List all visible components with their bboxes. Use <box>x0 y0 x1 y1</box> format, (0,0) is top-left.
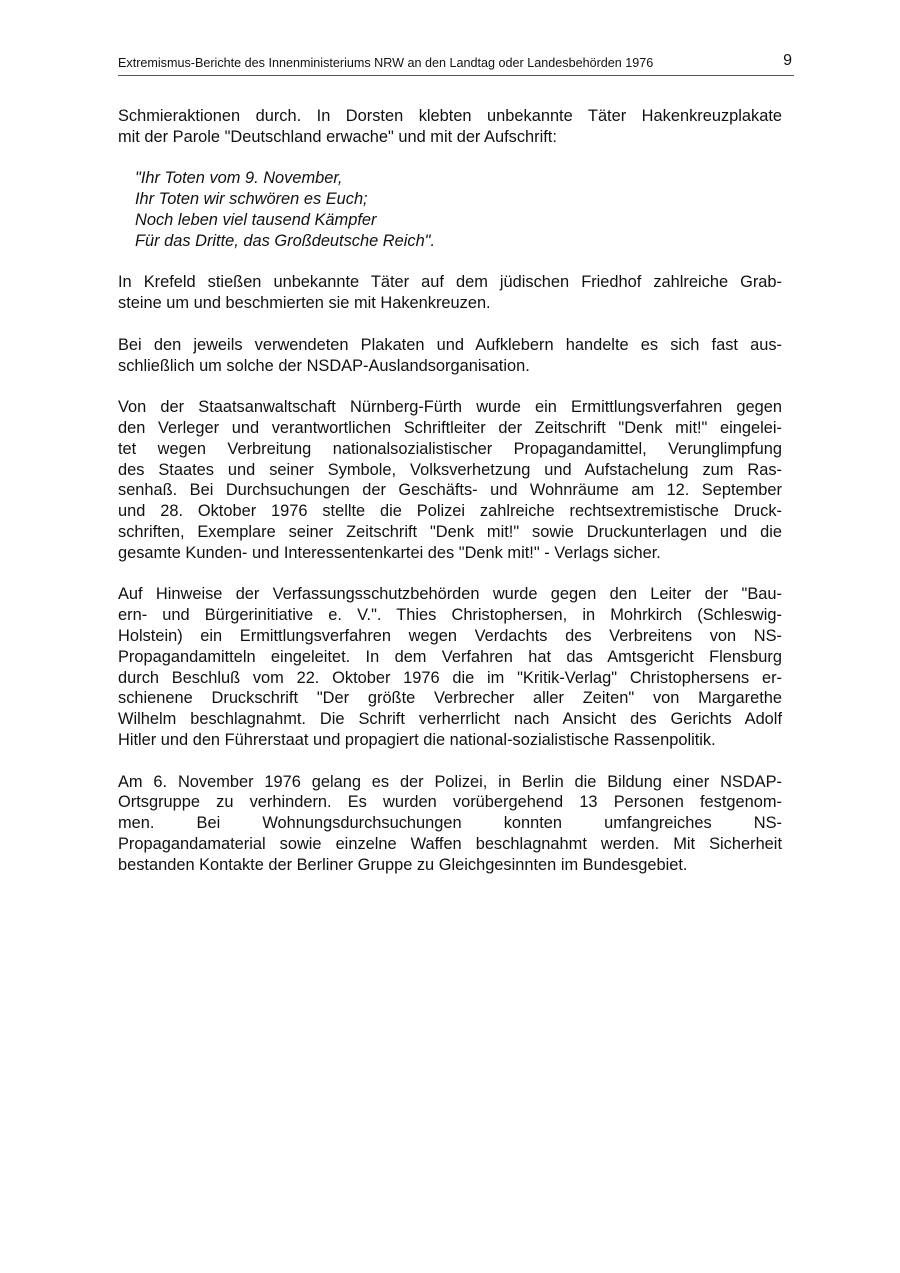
paragraph <box>118 335 782 377</box>
quoted-poem <box>135 168 782 251</box>
text-line: Hitler und den Führerstaat und propagiert die national-sozialistische Rassenpolitik. <box>118 730 716 749</box>
poem-line: Für das Dritte, das Großdeutsche Reich". <box>135 231 436 250</box>
text-line: Auf Hinweise der Verfassungsschutzbehörden wurde gegen den Leiter der "Bau- <box>118 585 782 604</box>
text-line: und 28. Oktober 1976 stellte die Polizei zahlreiche rechtsextremistische Druck- <box>118 502 782 521</box>
text-line: bestanden Kontakte der Berliner Gruppe zu Gleichgesinnten im Bundesgebiet. <box>118 855 688 874</box>
text-line: schließlich um solche der NSDAP-Auslandsorganisation. <box>118 356 530 375</box>
text-line: Schmieraktionen durch. In Dorsten klebten unbekannte Täter Hakenkreuzplakate <box>118 107 782 125</box>
poem-line: Ihr Toten wir schwören es Euch; <box>135 190 368 209</box>
text-line: Von der Staatsanwaltschaft Nürnberg-Fürth wurde ein Ermittlungsverfahren gegen <box>118 398 782 417</box>
poem-line: Noch leben viel tausend Kämpfer <box>135 210 377 229</box>
page-header <box>118 53 794 76</box>
text-line: Propagandamitteln eingeleitet. In dem Verfahren hat das Amtsgericht Flensburg <box>118 647 782 666</box>
text-line: Ortsgruppe zu verhindern. Es wurden vorübergehend 13 Personen festgenom- <box>118 793 782 812</box>
text-line: men. Bei Wohnungsdurchsuchungen konnten umfangreiches NS- <box>118 814 782 833</box>
paragraph <box>118 772 782 876</box>
text-line: den Verleger und verantwortlichen Schriftleiter der Zeitschrift "Denk mit!" eingelei- <box>118 418 782 437</box>
text-line: senhaß. Bei Durchsuchungen der Geschäfts- und Wohnräume am 12. September <box>118 481 782 500</box>
text-line: mit der Parole "Deutschland erwache" und mit der Aufschrift: <box>118 127 557 146</box>
paragraph <box>118 106 782 148</box>
paragraph <box>118 584 782 750</box>
text-line: Wilhelm beschlagnahmt. Die Schrift verherrlicht nach Ansicht des Gerichts Adolf <box>118 710 782 729</box>
text-line: schienene Druckschrift "Der größte Verbrecher aller Zeiten" von Margarethe <box>118 689 782 708</box>
text-line: tet wegen Verbreitung nationalsozialistischer Propagandamittel, Verunglimpfung <box>118 439 782 458</box>
page-number: 9 <box>783 52 792 69</box>
text-line: des Staates und seiner Symbole, Volksverhetzung und Aufstachelung zum Ras- <box>118 460 782 479</box>
paragraph <box>118 272 782 314</box>
text-line: schriften, Exemplare seiner Zeitschrift "Denk mit!" sowie Druckunterlagen und die <box>118 522 782 541</box>
text-line: Am 6. November 1976 gelang es der Polizei, in Berlin die Bildung einer NSDAP- <box>118 772 782 791</box>
text-line: In Krefeld stießen unbekannte Täter auf dem jüdischen Friedhof zahlreiche Grab- <box>118 273 782 292</box>
text-line: steine um und beschmierten sie mit Hakenkreuzen. <box>118 294 491 313</box>
poem-line: "Ihr Toten vom 9. November, <box>135 169 343 188</box>
paragraph <box>118 397 782 563</box>
text-line: durch Beschluß vom 22. Oktober 1976 die im "Kritik-Verlag" Christophersens er- <box>118 668 782 687</box>
text-line: Propagandamaterial sowie einzelne Waffen beschlagnahmt werden. Mit Sicherheit <box>118 834 782 853</box>
text-line: ern- und Bürgerinitiative e. V.". Thies Christophersen, in Mohrkirch (Schleswig- <box>118 606 782 625</box>
header-title: Extremismus-Berichte des Innenministeriums NRW an den Landtag oder Landesbehörden 1976 <box>118 56 654 70</box>
text-line: Bei den jeweils verwendeten Plakaten und Aufklebern handelte es sich fast aus- <box>118 335 782 354</box>
document-body <box>118 106 782 896</box>
text-line: Holstein) ein Ermittlungsverfahren wegen Verdachts des Verbreitens von NS- <box>118 626 782 645</box>
text-line: gesamte Kunden- und Interessentenkartei des "Denk mit!" - Verlags sicher. <box>118 543 661 562</box>
